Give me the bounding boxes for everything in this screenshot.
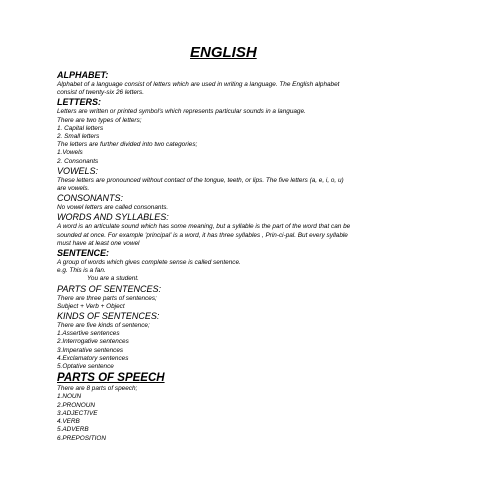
heading-words-syllables: WORDS AND SYLLABLES: <box>57 212 169 223</box>
list-item: 5.Optative sentence <box>57 363 114 371</box>
text-line: are vowels. <box>57 185 90 193</box>
text-line: No vowel letters are called consonants. <box>57 204 169 212</box>
text-line: There are two types of letters; <box>57 116 142 124</box>
list-item: 1.Vowels <box>57 149 83 157</box>
section-parts-of-speech <box>57 371 437 442</box>
heading-kinds-of-sentences: KINDS OF SENTENCES: <box>57 311 160 322</box>
text-line: A group of words which gives complete sense is called sentence. <box>57 259 241 267</box>
list-item: 2. Small letters <box>57 133 100 141</box>
text-line: Subject + Verb + Object <box>57 302 125 310</box>
section-alphabet <box>57 70 437 97</box>
heading-sentence: SENTENCE: <box>57 248 110 259</box>
list-item: 2.Interrogative sentences <box>57 338 129 346</box>
text-line: There are 8 parts of speech; <box>57 385 138 393</box>
list-item: 6.PREPOSITION <box>57 434 107 442</box>
list-item: 2. Consonants <box>57 157 99 165</box>
list-item: 4.Exclamatory sentences <box>57 354 129 362</box>
document-page <box>57 44 437 443</box>
list-item: 5.ADVERB <box>57 426 89 434</box>
text-line: Alphabet of a language consist of letters which are used in writing a language. The English alphabet <box>57 81 340 88</box>
list-item: 3.ADJECTIVE <box>57 409 98 417</box>
list-item: 4.VERB <box>57 418 80 426</box>
heading-parts-of-speech: PARTS OF SPEECH <box>57 372 165 385</box>
text-line: sounded at once. For example 'principal' is a word, it has three syllables , Prin-ci-pal. But every syllable <box>57 231 348 239</box>
text-line: These letters are pronounced without contact of the tongue, teeth, or lips. The five letters (a, e, i, o, u) <box>57 176 344 184</box>
heading-letters: LETTERS: <box>57 97 101 108</box>
section-consonants <box>57 193 437 212</box>
list-item: 1. Capital letters <box>57 124 104 132</box>
text-line: Letters are written or printed symbol's which represents particular sounds in a language. <box>57 108 306 116</box>
text-line: consist of twenty-six 26 letters. <box>57 89 145 97</box>
list-item: 2.PRONOUN <box>57 401 95 409</box>
document-title: ENGLISH <box>190 44 257 61</box>
list-item: 3.Imperative sentences <box>57 346 124 354</box>
text-line: There are five kinds of sentence; <box>57 322 150 330</box>
section-parts-of-sentences <box>57 284 437 311</box>
heading-alphabet: ALPHABET: <box>57 70 109 80</box>
section-vowels <box>57 166 437 193</box>
example-line: You are a student. <box>87 275 139 283</box>
text-line: A word is an articulate sound which has some meaning, but a syllable is the part of the word that can be <box>57 223 351 231</box>
text-line: The letters are further divided into two categories; <box>57 141 198 149</box>
section-sentence <box>57 248 437 284</box>
heading-vowels: VOWELS: <box>57 165 99 176</box>
heading-parts-of-sentences: PARTS OF SENTENCES: <box>57 283 162 294</box>
section-letters <box>57 97 437 165</box>
text-line: must have at least one vowel <box>57 239 140 247</box>
list-item: 1.NOUN <box>57 393 82 401</box>
section-words-syllables <box>57 212 437 248</box>
section-kinds-of-sentences <box>57 311 437 371</box>
example-line: e.g. This is a fan. <box>57 267 106 275</box>
list-item: 1.Assertive sentences <box>57 330 120 338</box>
text-line: There are three parts of sentences; <box>57 294 157 302</box>
heading-consonants: CONSONANTS: <box>57 193 124 204</box>
